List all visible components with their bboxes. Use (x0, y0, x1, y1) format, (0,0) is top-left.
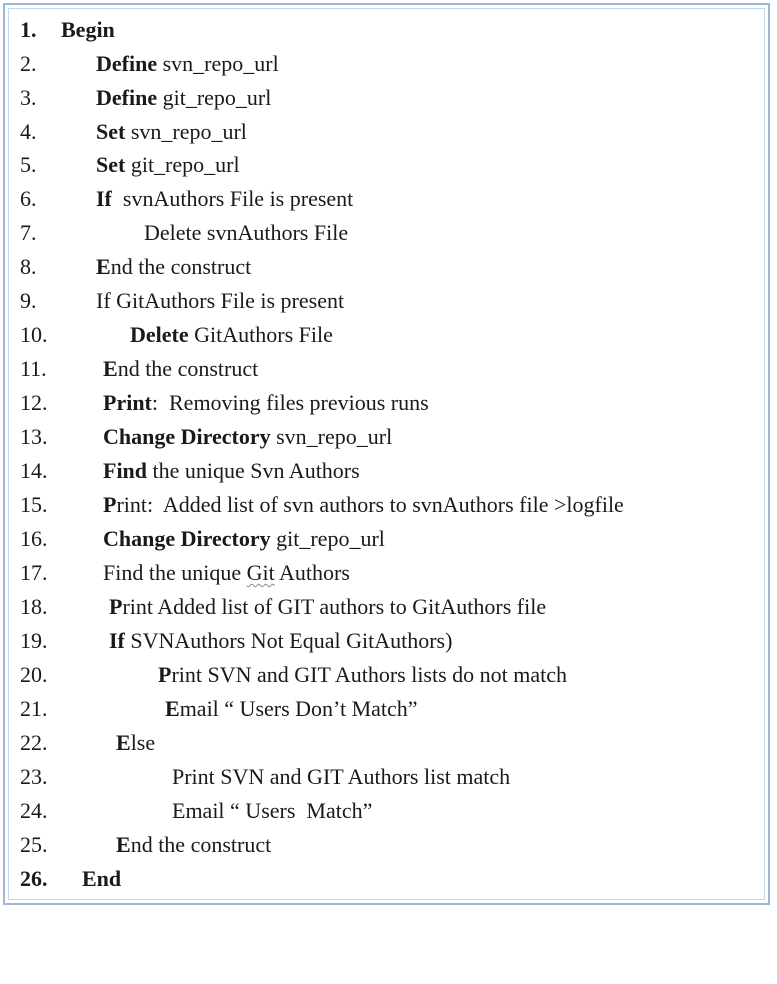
line-text: GitAuthors File (188, 322, 333, 347)
algorithm-line-12 (0, 388, 429, 418)
line-number: 1. (20, 17, 37, 42)
line-number: 3. (20, 85, 37, 110)
algorithm-line-24 (0, 796, 373, 826)
line-number: 25. (20, 832, 48, 857)
line-number: 14. (20, 458, 48, 483)
spellcheck-flagged-word: Git (246, 560, 275, 585)
algorithm-line-6 (0, 184, 354, 214)
keyword: Change Directory (103, 424, 271, 449)
line-number: 26. (20, 866, 48, 891)
line-text: svn_repo_url (125, 119, 247, 144)
algorithm-line-11 (0, 354, 259, 384)
line-number: 9. (20, 288, 37, 313)
line-text: rint SVN and GIT Authors lists do not match (171, 662, 568, 687)
keyword: P (158, 662, 172, 687)
line-number: 19. (20, 628, 48, 653)
algorithm-line-23 (0, 762, 511, 792)
algorithm-line-17 (0, 558, 350, 588)
algorithm-line-18 (0, 592, 547, 622)
line-number: 22. (20, 730, 48, 755)
algorithm-line-14 (0, 456, 360, 486)
keyword: P (103, 492, 117, 517)
line-number: 16. (20, 526, 48, 551)
line-text: nd the construct (117, 356, 259, 381)
line-text: Email “ Users Match” (172, 798, 373, 823)
line-number: 12. (20, 390, 48, 415)
line-number: 17. (20, 560, 48, 585)
keyword: Change Directory (103, 526, 271, 551)
algorithm-line-21 (0, 694, 418, 724)
algorithm-line-8 (0, 252, 252, 282)
line-text: lse (130, 730, 156, 755)
line-number: 13. (20, 424, 48, 449)
line-text: git_repo_url (157, 85, 272, 110)
algorithm-line-7 (0, 218, 349, 248)
keyword: If (96, 186, 112, 211)
line-number: 24. (20, 798, 48, 823)
algorithm-line-2 (0, 49, 279, 79)
line-text: Print SVN and GIT Authors list match (172, 764, 511, 789)
algorithm-line-25 (0, 830, 272, 860)
keyword: P (109, 594, 123, 619)
line-number: 21. (20, 696, 48, 721)
keyword: E (103, 356, 118, 381)
line-text: SVNAuthors Not Equal GitAuthors) (124, 628, 453, 653)
algorithm-line-26 (0, 864, 122, 894)
line-number: 7. (20, 220, 37, 245)
line-text-after: Authors (274, 560, 350, 585)
line-text: Delete svnAuthors File (144, 220, 349, 245)
line-number: 2. (20, 51, 37, 76)
line-number: 4. (20, 119, 37, 144)
line-text: git_repo_url (125, 152, 240, 177)
line-text: rint: Added list of svn authors to svnAuthors file >logfile (116, 492, 624, 517)
line-number: 6. (20, 186, 37, 211)
line-text: nd the construct (130, 832, 272, 857)
algorithm-line-10 (0, 320, 333, 350)
algorithm-line-20 (0, 660, 568, 690)
line-text: Find the unique (103, 560, 247, 585)
line-number: 11. (20, 356, 47, 381)
line-text: nd the construct (110, 254, 252, 279)
line-text: the unique Svn Authors (147, 458, 360, 483)
algorithm-line-22 (0, 728, 156, 758)
keyword: Set (96, 152, 126, 177)
keyword: Print (103, 390, 152, 415)
keyword: If (109, 628, 125, 653)
line-number: 10. (20, 322, 48, 347)
line-text: svn_repo_url (157, 51, 279, 76)
line-number: 5. (20, 152, 37, 177)
algorithm-line-1 (0, 15, 115, 45)
keyword: E (96, 254, 111, 279)
keyword: E (165, 696, 180, 721)
algorithm-line-3 (0, 83, 272, 113)
algorithm-line-9 (0, 286, 345, 316)
algorithm-line-4 (0, 117, 247, 147)
keyword: Define (96, 85, 158, 110)
line-number: 15. (20, 492, 48, 517)
keyword: Delete (130, 322, 189, 347)
line-text: rint Added list of GIT authors to GitAuthors file (122, 594, 547, 619)
algorithm-line-16 (0, 524, 385, 554)
keyword: Set (96, 119, 126, 144)
algorithm-line-5 (0, 150, 240, 180)
line-number: 18. (20, 594, 48, 619)
line-text: git_repo_url (270, 526, 385, 551)
algorithm-line-19 (0, 626, 453, 656)
line-number: 20. (20, 662, 48, 687)
algorithm-line-15 (0, 490, 624, 520)
keyword: E (116, 832, 131, 857)
line-text: If GitAuthors File is present (96, 288, 345, 313)
line-text: mail “ Users Don’t Match” (179, 696, 418, 721)
keyword: E (116, 730, 131, 755)
keyword: End (82, 866, 122, 891)
line-text: : Removing files previous runs (151, 390, 429, 415)
line-text: svn_repo_url (270, 424, 393, 449)
line-number: 23. (20, 764, 48, 789)
keyword: Begin (61, 17, 115, 42)
keyword: Define (96, 51, 158, 76)
line-text: svnAuthors File is present (111, 186, 354, 211)
algorithm-line-13 (0, 422, 393, 452)
keyword: Find (103, 458, 148, 483)
line-number: 8. (20, 254, 37, 279)
